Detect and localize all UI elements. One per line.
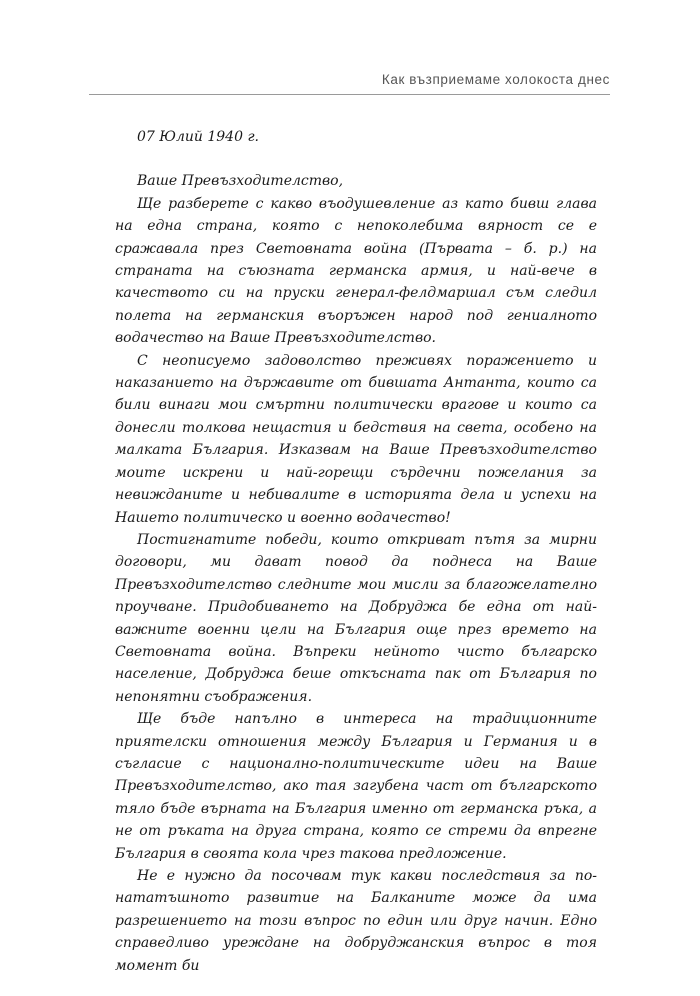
header-divider xyxy=(89,94,610,95)
paragraph: Ще разберете с какво въодушевление аз като бивш глава на една страна, която с непоколебима вярност се е сражавала през Световната война (Първата – б. р.) на страната на съюзната германска армия, и най-вече в качеството си на пруски генерал-фелдмаршал съм следил полета на германския въоръжен народ под гениалното водачество на Ваше Превъзходителство. xyxy=(115,195,597,347)
paragraph: Не е нужно да посочвам тук какви последствия за по-нататъшното развитие на Балканите може да има разрешението на този въпрос по един или друг начин. Едно справедливо уреждане на добруджанския въпрос в тоя момент би xyxy=(115,868,597,974)
paragraph: Постигнатите победи, които откриват пътя за мирни договори, ми дават повод да поднеса на Ваше Превъзходителство следните мои мисли за благожелателно проучване. Придобиването на Добруджа бе една от най-важните военни цели на България още през времето на Световната война. Въпреки нейното чисто българско население, Добруджа беше откъсната пак от България по непонятни съображения. xyxy=(115,531,597,705)
paragraph: Ваше Превъзходителство, xyxy=(137,173,344,190)
page-body xyxy=(115,126,597,977)
paragraph: С неописуемо задоволство преживях поражението и наказанието на държавите от бившата Антанта, които са били винаги мои смъртни политически врагове и които са донесли толкова нещастия и бедствия на света, особено на малката България. Изказвам на Ваше Превъзходителство моите искрени и най-горещи сърдечни пожелания за невижданите и небивалите в историята дела и успехи на Нашето политическо и военно водачество! xyxy=(115,352,597,526)
letter-date: 07 Юлий 1940 г. xyxy=(137,129,259,145)
running-head: Как възприемаме холокоста днес xyxy=(381,72,610,87)
paragraph: Ще бъде напълно в интереса на традиционните приятелски отношения между България и Германия и в съгласие с национално-политическите идеи на Ваше Превъзходителство, ако тая загубена част от българското тяло бъде върната на България именно от германска ръка, а не от ръката на друга страна, която се стреми да впрегне България в своята кола чрез такова предложение. xyxy=(115,711,597,862)
